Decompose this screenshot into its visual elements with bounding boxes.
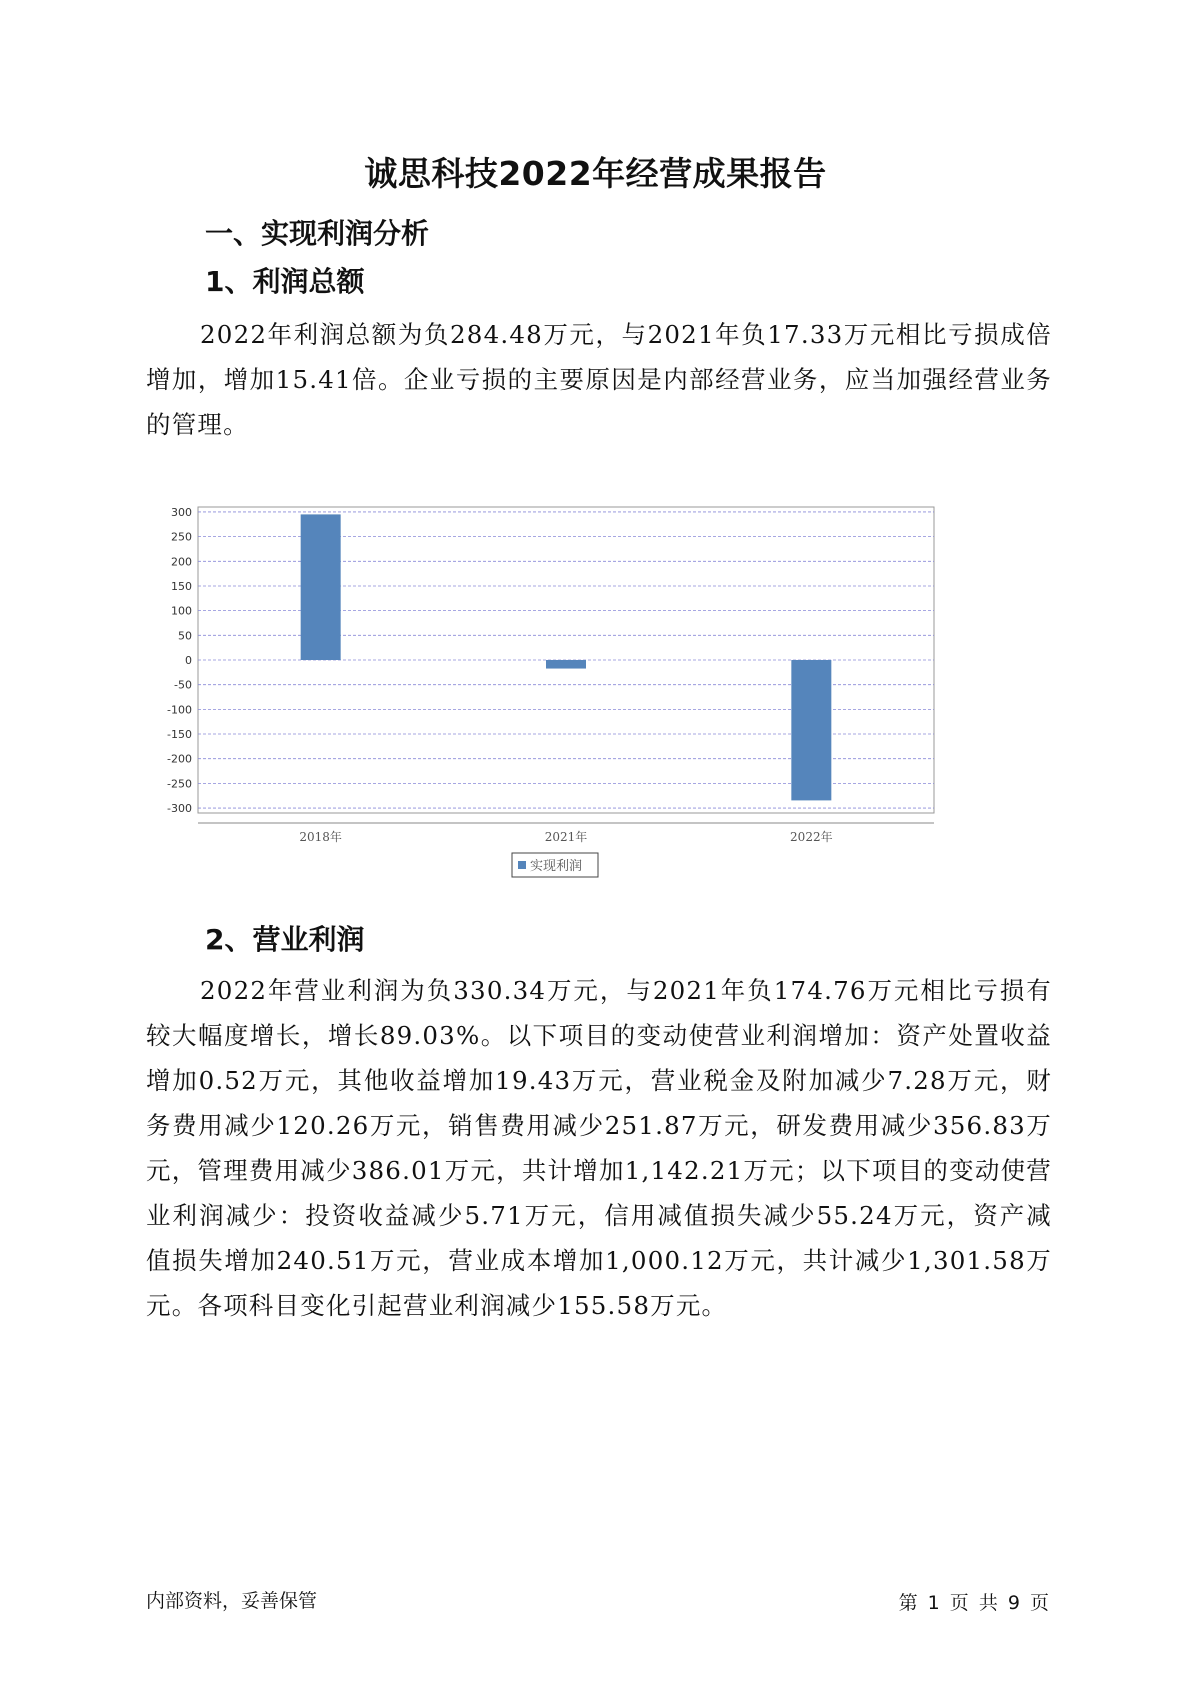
chart-y-tick-labels <box>167 506 192 815</box>
chart-y-tick-label: 100 <box>171 604 192 618</box>
chart-x-tick-label: 2021年 <box>544 830 588 844</box>
subsection-heading-operating-profit: 2、营业利润 <box>205 923 365 956</box>
chart-legend-label: 实现利润 <box>530 859 583 874</box>
chart-svg <box>146 500 1046 960</box>
footer-confidential-note: 内部资料，妥善保管 <box>146 1590 318 1612</box>
chart-y-tick-label: 300 <box>171 505 192 519</box>
footer-page-number: 第 1 页 共 9 页 <box>898 1592 1051 1614</box>
chart-y-tick-label: -200 <box>167 752 192 766</box>
chart-y-tick-label: -50 <box>174 678 192 692</box>
subsection-heading-total-profit: 1、利润总额 <box>205 265 365 298</box>
chart-y-tick-label: 200 <box>171 555 192 569</box>
chart-x-tick-labels <box>198 823 934 844</box>
chart-y-tick-label: 250 <box>171 530 192 544</box>
document-title: 诚思科技2022年经营成果报告 <box>364 154 827 193</box>
profit-bar-chart <box>146 500 1046 960</box>
chart-x-tick-label: 2022年 <box>790 830 833 844</box>
chart-y-tick-label: 150 <box>171 579 192 593</box>
chart-bar-3 <box>791 660 831 800</box>
chart-y-tick-label: -100 <box>167 703 192 717</box>
chart-y-tick-label: -250 <box>167 777 192 791</box>
chart-x-tick-label: 2018年 <box>299 830 342 844</box>
chart-y-tick-label: -150 <box>167 728 192 742</box>
paragraph-operating-profit: 2022年营业利润为负330.34万元，与2021年负174.76万元相比亏损有较大幅度增长，增长89.03%。以下项目的变动使营业利润增加：资产处置收益增加0.52万元，其他收益增加19.43万元，营业税金及附加减少7.28万元，财务费用减少120.26万元，销售费用减少251.87万元，研发费用减少356.83万元，管理费用减少386.01万元，共计增加1,142.21万元；以下项目的变动使营业利润减少：投资收益减少5.71万元，信用减值损失减少55.24万元，资产减值损失增加240.51万元，营业成本增加1,000.12万元，共计减少1,301.58万元。各项科目变化引起营业利润减少155.58万元。 <box>146 976 1052 1320</box>
chart-legend <box>512 853 598 877</box>
section-heading-profit-analysis: 一、实现利润分析 <box>205 217 430 250</box>
chart-y-tick-label: 50 <box>178 629 192 643</box>
chart-y-tick-label: 0 <box>185 654 192 667</box>
chart-bar-1 <box>301 514 341 660</box>
chart-y-tick-label: -300 <box>167 802 192 816</box>
paragraph-total-profit: 2022年利润总额为负284.48万元，与2021年负17.33万元相比亏损成倍增加，增加15.41倍。企业亏损的主要原因是内部经营业务，应当加强经营业务的管理。 <box>146 320 1052 439</box>
chart-legend-swatch <box>518 861 526 869</box>
chart-bar-2 <box>546 660 586 669</box>
